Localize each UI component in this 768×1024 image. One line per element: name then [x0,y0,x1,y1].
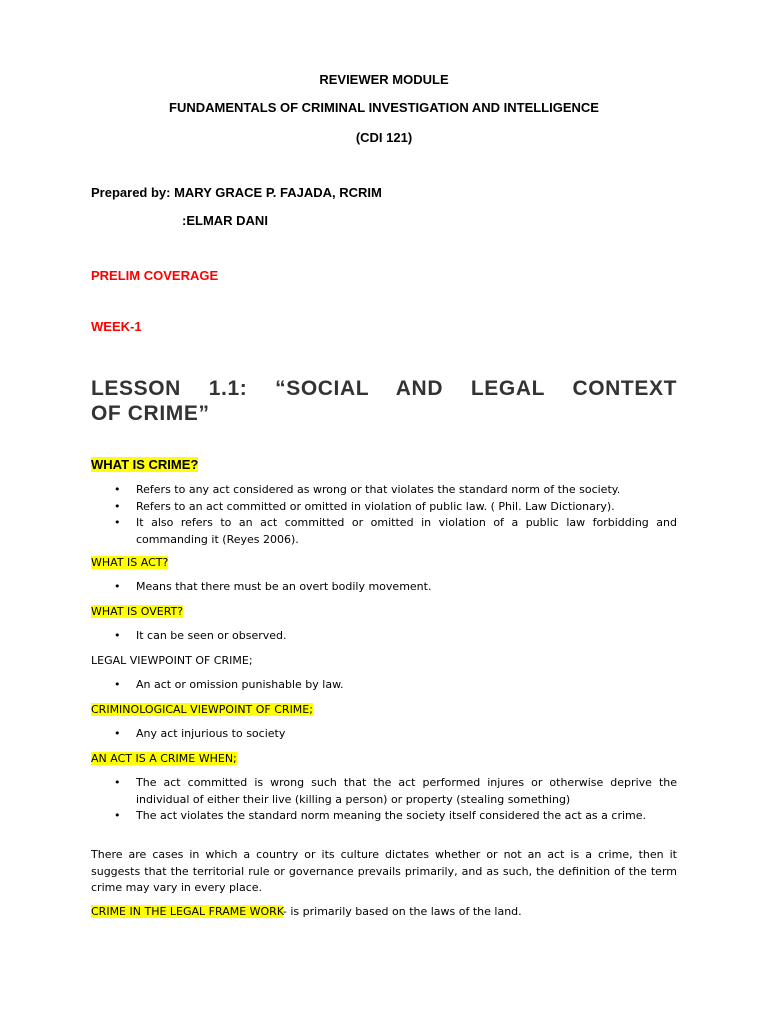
module-title: REVIEWER MODULE [319,72,449,87]
framework-definition: - is primarily based on the laws of the land. [282,905,522,918]
section-heading-crime-text: WHAT IS CRIME? [91,457,199,472]
list-item: • Any act injurious to society [91,726,677,743]
week-label: WEEK-1 [91,319,142,334]
framework-term: CRIME IN THE LEGAL FRAME WORK [91,905,283,918]
section-heading-act-text: WHAT IS ACT? [91,556,169,569]
lesson-title [91,376,677,426]
list-item: • An act or omission punishable by law. [91,677,677,694]
section-heading-criminological-text: CRIMINOLOGICAL VIEWPOINT OF CRIME; [91,703,313,716]
list-item: • It also refers to an act committed or omitted in violation of a public law forbidding and commanding it (Reyes 2006). [91,515,677,548]
when-bullet-list [91,775,677,825]
section-heading-legal: LEGAL VIEWPOINT OF CRIME; [91,654,253,667]
course-code: (CDI 121) [355,130,413,145]
act-bullet-list [91,579,677,596]
second-author: :ELMAR DANI [182,213,268,228]
coverage-label: PRELIM COVERAGE [91,268,219,283]
criminological-bullet-list [91,726,677,743]
lesson-title-line-1: LESSON 1.1: “SOCIAL AND LEGAL CONTEXT [91,377,677,400]
list-item: • The act violates the standard norm meaning the society itself considered the act as a crime. [91,808,677,825]
overt-bullet-list [91,628,677,645]
section-heading-act [91,555,168,572]
section-heading-overt-text: WHAT IS OVERT? [91,605,184,618]
prepared-by: Prepared by: MARY GRACE P. FAJADA, RCRIM [91,185,382,200]
list-item: • Refers to any act considered as wrong or that violates the standard norm of the society. [91,482,677,499]
crime-bullet-list [91,482,677,548]
framework-line [91,904,522,921]
course-title: FUNDAMENTALS OF CRIMINAL INVESTIGATION AND INTELLIGENCE [169,100,599,115]
legal-bullet-list [91,677,677,694]
section-heading-crime [91,457,198,472]
section-heading-criminological [91,702,313,719]
list-item: • Refers to an act committed or omitted in violation of public law. ( Phil. Law Dictionary). [91,499,677,516]
list-item: • The act committed is wrong such that the act performed injures or otherwise deprive the individual of either their live (killing a person) or property (stealing something) [91,775,677,808]
list-item: • It can be seen or observed. [91,628,677,645]
lesson-title-line-2: OF CRIME” [91,402,210,425]
section-heading-when-text: AN ACT IS A CRIME WHEN; [91,752,237,765]
list-item: • Means that there must be an overt bodily movement. [91,579,677,596]
section-heading-when [91,751,237,768]
body-paragraph: There are cases in which a country or its culture dictates whether or not an act is a crime, then it suggests that the territorial rule or governance prevails primarily, and as such, the definition of the term crime may vary in every place. [91,848,677,894]
section-heading-overt [91,604,183,621]
